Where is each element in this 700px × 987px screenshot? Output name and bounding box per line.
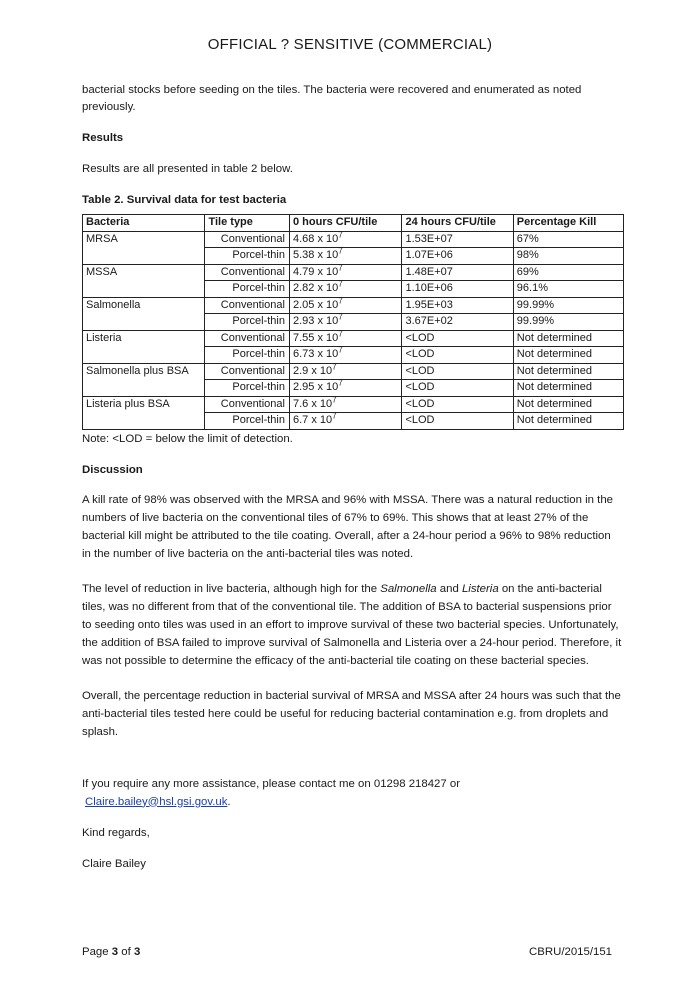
percentage-kill-cell: 69% xyxy=(513,264,623,281)
zero-hours-cell xyxy=(289,264,401,281)
tile-type-cell: Conventional xyxy=(205,396,290,413)
tile-type-cell: Porcel-thin xyxy=(205,347,290,364)
zero-hours-cell xyxy=(289,347,401,364)
tile-type-cell: Porcel-thin xyxy=(205,380,290,397)
tile-type-cell: Porcel-thin xyxy=(205,281,290,298)
twenty-four-hours-cell: 1.10E+06 xyxy=(402,281,513,298)
tile-type-cell: Conventional xyxy=(205,297,290,314)
twenty-four-hours-cell: <LOD xyxy=(402,347,513,364)
bacteria-cell xyxy=(83,380,205,397)
discussion-paragraph-3: Overall, the percentage reduction in bacterial survival of MRSA and MSSA after 24 hours was such that the anti-bacterial tiles tested here could be useful for reducing bacterial contamination e.g. from droplets and splash. xyxy=(82,689,621,738)
percentage-kill-cell: Not determined xyxy=(513,347,623,364)
p2-listeria: Listeria xyxy=(461,582,499,595)
tile-type-cell: Porcel-thin xyxy=(205,413,290,430)
table-body xyxy=(83,231,624,429)
table-row xyxy=(83,248,624,265)
discussion-paragraph-2 xyxy=(82,580,622,670)
page-number xyxy=(82,946,140,958)
bacteria-cell: MRSA xyxy=(83,231,205,248)
cfu-exponent: 7 xyxy=(338,296,343,306)
table-row xyxy=(83,363,624,380)
tile-type-cell: Porcel-thin xyxy=(205,248,290,265)
cfu-value: 2.93 x 10 xyxy=(292,315,339,328)
signature-name: Claire Bailey xyxy=(82,857,146,870)
bacteria-cell: Listeria plus BSA xyxy=(83,396,205,413)
table-row xyxy=(83,314,624,331)
document-reference: CBRU/2015/151 xyxy=(529,946,612,958)
percentage-kill-cell: Not determined xyxy=(513,413,623,430)
classification-header: OFFICIAL ? SENSITIVE (COMMERCIAL) xyxy=(207,36,493,53)
percentage-kill-cell: 67% xyxy=(513,231,623,248)
bacteria-cell: Listeria xyxy=(83,330,205,347)
twenty-four-hours-cell: 3.67E+02 xyxy=(402,314,513,331)
cfu-value: 6.7 x 10 xyxy=(292,414,333,427)
cfu-value: 7.55 x 10 xyxy=(292,331,339,344)
contact-line xyxy=(82,775,622,811)
cfu-value: 2.9 x 10 xyxy=(292,364,333,377)
cfu-value: 7.6 x 10 xyxy=(292,397,333,410)
p2-text-and: and xyxy=(436,582,462,595)
cfu-value: 2.82 x 10 xyxy=(292,282,339,295)
bacteria-cell: Salmonella plus BSA xyxy=(83,363,205,380)
twenty-four-hours-cell: <LOD xyxy=(402,363,513,380)
contact-text: If you require any more assistance, please contact me on 01298 218427 or xyxy=(82,777,461,790)
zero-hours-cell xyxy=(289,413,401,430)
table-row xyxy=(83,281,624,298)
survival-table xyxy=(82,214,624,430)
percentage-kill-cell: Not determined xyxy=(513,363,623,380)
table-note: Note: <LOD = below the limit of detection. xyxy=(82,432,293,445)
percentage-kill-cell: Not determined xyxy=(513,396,623,413)
cfu-exponent: 7 xyxy=(338,246,343,256)
twenty-four-hours-cell: 1.53E+07 xyxy=(402,231,513,248)
cfu-exponent: 7 xyxy=(338,230,343,240)
p2-text-b: on the anti-bacterial tiles, was no different from that of the conventional tile. The addition of BSA to bacterial suspensions prior to seeding onto tiles was used in an effort to improve survival of these two bacterial species. Unfortunately, the addition of BSA failed to improve survival of Salmonella and Listeria over a 24-hour period. Therefore, it was not possible to determine the efficacy of the anti-bacterial tile coating on these bacterial species. xyxy=(82,582,622,667)
cfu-exponent: 7 xyxy=(338,312,343,322)
bacteria-cell: Salmonella xyxy=(83,297,205,314)
cfu-exponent: 7 xyxy=(338,263,343,273)
cfu-exponent: 7 xyxy=(338,378,343,388)
cfu-exponent: 7 xyxy=(338,279,343,289)
cfu-exponent: 7 xyxy=(332,411,337,421)
bacteria-cell xyxy=(83,281,205,298)
twenty-four-hours-cell: 1.48E+07 xyxy=(402,264,513,281)
column-header: Tile type xyxy=(205,215,290,232)
percentage-kill-cell: 98% xyxy=(513,248,623,265)
discussion-heading: Discussion xyxy=(82,463,143,476)
twenty-four-hours-cell: 1.07E+06 xyxy=(402,248,513,265)
twenty-four-hours-cell: <LOD xyxy=(402,396,513,413)
zero-hours-cell xyxy=(289,231,401,248)
p2-text-a: The level of reduction in live bacteria, although high for the xyxy=(82,582,381,595)
zero-hours-cell xyxy=(289,330,401,347)
page-total: 3 xyxy=(133,946,141,958)
percentage-kill-cell: 99.99% xyxy=(513,297,623,314)
table-row xyxy=(83,231,624,248)
cfu-exponent: 7 xyxy=(332,395,337,405)
percentage-kill-cell: Not determined xyxy=(513,330,623,347)
table-row xyxy=(83,264,624,281)
table-row xyxy=(83,413,624,430)
twenty-four-hours-cell: <LOD xyxy=(402,413,513,430)
discussion-paragraph-1: A kill rate of 98% was observed with the MRSA and 96% with MSSA. There was a natural reduction in the numbers of live bacteria on the conventional tiles of 67% to 69%. This shows that at least 27% of the bacterial kill might be attributed to the tile coating. Overall, after a 24-hour period a 96% to 98% reduction in the number of live bacteria on the anti-bacterial tiles was noted. xyxy=(82,493,613,560)
cfu-exponent: 7 xyxy=(338,329,343,339)
tile-type-cell: Conventional xyxy=(205,264,290,281)
column-header: 0 hours CFU/tile xyxy=(289,215,401,232)
cfu-value: 4.68 x 10 xyxy=(292,232,339,245)
email-suffix: . xyxy=(227,795,231,808)
zero-hours-cell xyxy=(289,380,401,397)
zero-hours-cell xyxy=(289,297,401,314)
zero-hours-cell xyxy=(289,281,401,298)
tile-type-cell: Conventional xyxy=(205,363,290,380)
zero-hours-cell xyxy=(289,396,401,413)
bacteria-cell xyxy=(83,347,205,364)
zero-hours-cell xyxy=(289,363,401,380)
page-of: of xyxy=(118,946,134,958)
cfu-value: 4.79 x 10 xyxy=(292,265,339,278)
bacteria-cell xyxy=(83,413,205,430)
bacteria-cell xyxy=(83,248,205,265)
table-row xyxy=(83,297,624,314)
intro-paragraph: bacterial stocks before seeding on the tiles. The bacteria were recovered and enumerated as noted previously. xyxy=(82,84,582,113)
cfu-value: 5.38 x 10 xyxy=(292,249,339,262)
percentage-kill-cell: 99.99% xyxy=(513,314,623,331)
column-header: 24 hours CFU/tile xyxy=(402,215,513,232)
bacteria-cell xyxy=(83,314,205,331)
email-link[interactable]: Claire.bailey@hsl.gsi.gov.uk xyxy=(85,795,228,808)
column-header: Bacteria xyxy=(83,215,205,232)
page-current: 3 xyxy=(111,946,119,958)
table-row xyxy=(83,347,624,364)
twenty-four-hours-cell: 1.95E+03 xyxy=(402,297,513,314)
cfu-value: 6.73 x 10 xyxy=(292,348,339,361)
cfu-exponent: 7 xyxy=(338,345,343,355)
table-caption: Table 2. Survival data for test bacteria xyxy=(82,194,287,206)
percentage-kill-cell: 96.1% xyxy=(513,281,623,298)
table-row xyxy=(83,380,624,397)
regards: Kind regards, xyxy=(82,826,150,839)
results-text: Results are all presented in table 2 below. xyxy=(82,163,293,175)
p2-salmonella: Salmonella xyxy=(380,582,437,595)
table-row xyxy=(83,330,624,347)
bacteria-cell: MSSA xyxy=(83,264,205,281)
tile-type-cell: Conventional xyxy=(205,231,290,248)
results-heading: Results xyxy=(82,132,124,144)
table-header-row xyxy=(83,215,624,232)
tile-type-cell: Porcel-thin xyxy=(205,314,290,331)
cfu-exponent: 7 xyxy=(332,362,337,372)
twenty-four-hours-cell: <LOD xyxy=(402,330,513,347)
cfu-value: 2.95 x 10 xyxy=(292,381,339,394)
document-body xyxy=(82,82,622,873)
twenty-four-hours-cell: <LOD xyxy=(402,380,513,397)
column-header: Percentage Kill xyxy=(513,215,623,232)
tile-type-cell: Conventional xyxy=(205,330,290,347)
zero-hours-cell xyxy=(289,314,401,331)
percentage-kill-cell: Not determined xyxy=(513,380,623,397)
cfu-value: 2.05 x 10 xyxy=(292,298,339,311)
zero-hours-cell xyxy=(289,248,401,265)
page-prefix: Page xyxy=(82,946,112,958)
table-row xyxy=(83,396,624,413)
